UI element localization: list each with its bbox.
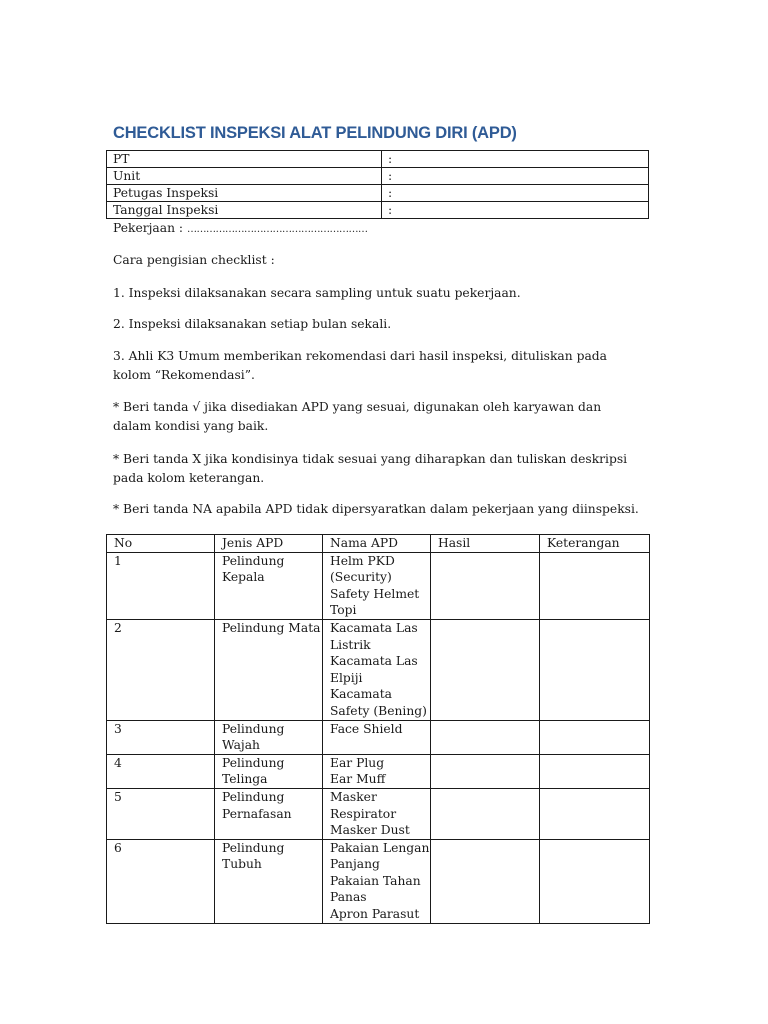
- row-hasil-cell: [431, 552, 540, 619]
- row-keterangan-cell: [540, 754, 650, 788]
- row-jenis-apd: [215, 720, 323, 754]
- row-nama-apd: [323, 720, 431, 754]
- info-label: Petugas Inspeksi: [107, 185, 382, 202]
- info-row-unit: [107, 168, 649, 185]
- row-nama-apd: [323, 754, 431, 788]
- info-value: :: [382, 185, 649, 202]
- apd-checklist-table: [106, 534, 650, 924]
- jenis-line: Pelindung: [222, 755, 285, 770]
- info-table: [106, 150, 649, 219]
- row-hasil-cell: [431, 754, 540, 788]
- jenis-line: Pelindung Mata: [222, 620, 321, 635]
- row-nama-apd: [323, 839, 431, 923]
- info-value: :: [382, 151, 649, 168]
- nama-line: Apron Parasut: [330, 907, 420, 922]
- jenis-line: Pernafasan: [222, 806, 292, 821]
- instruction-note-3: * Beri tanda NA apabila APD tidak dipersyaratkan dalam pekerjaan yang diinspeksi.: [113, 502, 639, 516]
- row-jenis-apd: [215, 754, 323, 788]
- row-keterangan-cell: [540, 720, 650, 754]
- info-row-petugas: [107, 185, 649, 202]
- instruction-step-3: 3. Ahli K3 Umum memberikan rekomendasi dari hasil inspeksi, dituliskan pada kolom “Rekomendasi”.: [113, 349, 607, 382]
- pekerjaan-dots: …………………………………………………: [186, 224, 368, 235]
- info-value: :: [382, 168, 649, 185]
- nama-line: Safety (Bening): [330, 703, 427, 718]
- info-value: :: [382, 202, 649, 219]
- nama-line: Pakaian Lengan: [330, 840, 430, 855]
- table-row: [107, 619, 650, 720]
- table-row: [107, 839, 650, 923]
- jenis-line: Pelindung: [222, 553, 285, 568]
- nama-line: Panas: [330, 890, 367, 905]
- row-nama-apd: [323, 619, 431, 720]
- document-title: CHECKLIST INSPEKSI ALAT PELINDUNG DIRI (APD): [113, 124, 517, 142]
- row-no: 1: [107, 552, 215, 619]
- row-no: 6: [107, 839, 215, 923]
- row-jenis-apd: [215, 788, 323, 839]
- nama-line: Topi: [330, 603, 357, 618]
- row-no: 5: [107, 788, 215, 839]
- pekerjaan-line: [113, 221, 367, 235]
- nama-line: Masker: [330, 789, 377, 804]
- row-hasil-cell: [431, 720, 540, 754]
- row-hasil-cell: [431, 839, 540, 923]
- row-hasil-cell: [431, 619, 540, 720]
- info-label: Unit: [107, 168, 382, 185]
- row-keterangan-cell: [540, 788, 650, 839]
- nama-line: (Security): [330, 570, 392, 585]
- row-keterangan-cell: [540, 839, 650, 923]
- nama-line: Ear Muff: [330, 772, 386, 787]
- nama-line: Masker Dust: [330, 823, 410, 838]
- nama-line: Helm PKD: [330, 553, 395, 568]
- nama-line: Kacamata Las: [330, 654, 418, 669]
- info-row-pt: [107, 151, 649, 168]
- header-keterangan: Keterangan: [540, 535, 650, 553]
- row-no: 2: [107, 619, 215, 720]
- jenis-line: Kepala: [222, 570, 265, 585]
- jenis-line: Pelindung: [222, 789, 285, 804]
- table-row: [107, 788, 650, 839]
- row-jenis-apd: [215, 619, 323, 720]
- nama-line: Ear Plug: [330, 755, 385, 770]
- header-nama-apd: Nama APD: [323, 535, 431, 553]
- instruction-note-1: * Beri tanda √ jika disediakan APD yang sesuai, digunakan oleh karyawan dan dalam kondisi yang baik.: [113, 400, 602, 433]
- table-row: [107, 754, 650, 788]
- nama-line: Listrik: [330, 637, 371, 652]
- info-row-tanggal: [107, 202, 649, 219]
- pekerjaan-label: Pekerjaan :: [113, 221, 187, 235]
- nama-line: Safety Helmet: [330, 586, 420, 601]
- header-no: No: [107, 535, 215, 553]
- info-label: Tanggal Inspeksi: [107, 202, 382, 219]
- nama-line: Respirator: [330, 806, 397, 821]
- jenis-line: Wajah: [222, 738, 260, 753]
- jenis-line: Pelindung: [222, 721, 285, 736]
- row-nama-apd: [323, 552, 431, 619]
- jenis-line: Tubuh: [222, 857, 262, 872]
- instruction-step-1: 1. Inspeksi dilaksanakan secara sampling untuk suatu pekerjaan.: [113, 286, 521, 300]
- table-header-row: [107, 535, 650, 553]
- info-label: PT: [107, 151, 382, 168]
- jenis-line: Telinga: [222, 772, 268, 787]
- nama-line: Face Shield: [330, 721, 403, 736]
- jenis-line: Pelindung: [222, 840, 285, 855]
- row-jenis-apd: [215, 839, 323, 923]
- row-no: 3: [107, 720, 215, 754]
- nama-line: Panjang: [330, 857, 380, 872]
- header-hasil: Hasil: [431, 535, 540, 553]
- instructions-heading: Cara pengisian checklist :: [113, 253, 275, 267]
- header-jenis-apd: Jenis APD: [215, 535, 323, 553]
- nama-line: Pakaian Tahan: [330, 873, 421, 888]
- nama-line: Kacamata Las: [330, 620, 418, 635]
- row-jenis-apd: [215, 552, 323, 619]
- row-hasil-cell: [431, 788, 540, 839]
- table-row: [107, 552, 650, 619]
- row-no: 4: [107, 754, 215, 788]
- instruction-note-2: * Beri tanda X jika kondisinya tidak sesuai yang diharapkan dan tuliskan deskripsi pada kolom keterangan.: [113, 452, 628, 485]
- row-nama-apd: [323, 788, 431, 839]
- nama-line: Kacamata: [330, 687, 393, 702]
- table-row: [107, 720, 650, 754]
- row-keterangan-cell: [540, 552, 650, 619]
- instruction-step-2: 2. Inspeksi dilaksanakan setiap bulan sekali.: [113, 317, 392, 331]
- nama-line: Elpiji: [330, 670, 363, 685]
- row-keterangan-cell: [540, 619, 650, 720]
